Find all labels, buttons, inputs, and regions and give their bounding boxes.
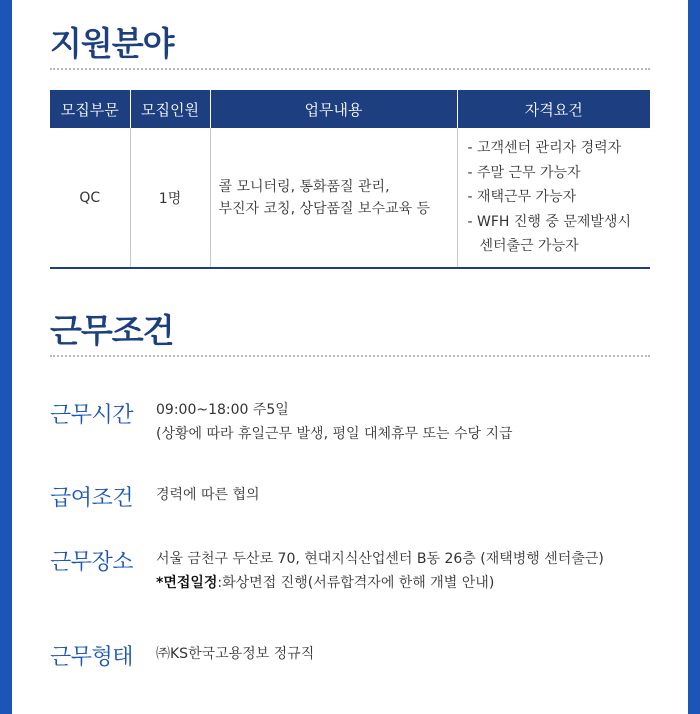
qualification-item: - WFH 진행 중 문제발생시	[467, 213, 631, 230]
interview-schedule-text: :화상면접 진행(서류합격자에 한해 개별 안내)	[217, 575, 495, 591]
table-row	[50, 128, 650, 268]
value-employment-type: ㈜KS한국고용정보 정규직	[156, 646, 315, 662]
cell-headcount: 1명	[130, 128, 210, 268]
qualification-item: - 재택근무 가능자	[467, 189, 577, 206]
dotted-divider	[50, 355, 650, 357]
interview-schedule	[156, 571, 604, 595]
qualification-item: - 주말 근무 가능자	[467, 164, 581, 181]
working-hours-note: (상황에 따라 휴일근무 발생, 평일 대체휴무 또는 수당 지급	[156, 426, 513, 442]
interview-schedule-label: *면접일정	[156, 575, 218, 591]
location-address: 서울 금천구 두산로 70, 현대지식산업센터 B동 26층 (재택병행 센터출근)	[156, 551, 604, 567]
section-title-application-field: 지원분야	[50, 24, 174, 63]
value-location	[156, 547, 604, 595]
header-headcount: 모집인원	[130, 90, 210, 128]
left-frame-bar	[0, 0, 12, 714]
value-working-hours	[156, 398, 513, 446]
table-header-row	[50, 90, 650, 128]
cell-duties	[210, 128, 457, 268]
cell-qualifications	[457, 128, 650, 268]
header-department: 모집부문	[50, 90, 130, 128]
section-title-working-conditions: 근무조건	[50, 311, 174, 350]
dotted-divider	[50, 68, 650, 70]
qualification-item: - 고객센터 관리자 경력자	[467, 140, 622, 157]
label-salary: 급여조건	[50, 486, 134, 511]
value-salary: 경력에 따른 협의	[156, 487, 260, 503]
duty-line: 부진자 코칭, 상담품질 보수교육 등	[218, 200, 431, 217]
label-location: 근무장소	[50, 550, 134, 575]
label-employment-type: 근무형태	[50, 645, 134, 670]
right-frame-bar	[688, 0, 700, 714]
recruitment-table	[50, 90, 650, 269]
duty-line: 콜 모니터링, 통화품질 관리,	[218, 178, 390, 195]
qualification-item: 센터출근 가능자	[479, 238, 579, 255]
header-duties: 업무내용	[210, 90, 457, 128]
header-qualifications: 자격요건	[457, 90, 650, 128]
working-hours-line: 09:00~18:00 주5일	[156, 402, 289, 418]
label-working-hours: 근무시간	[50, 403, 134, 428]
cell-department: QC	[50, 128, 130, 268]
